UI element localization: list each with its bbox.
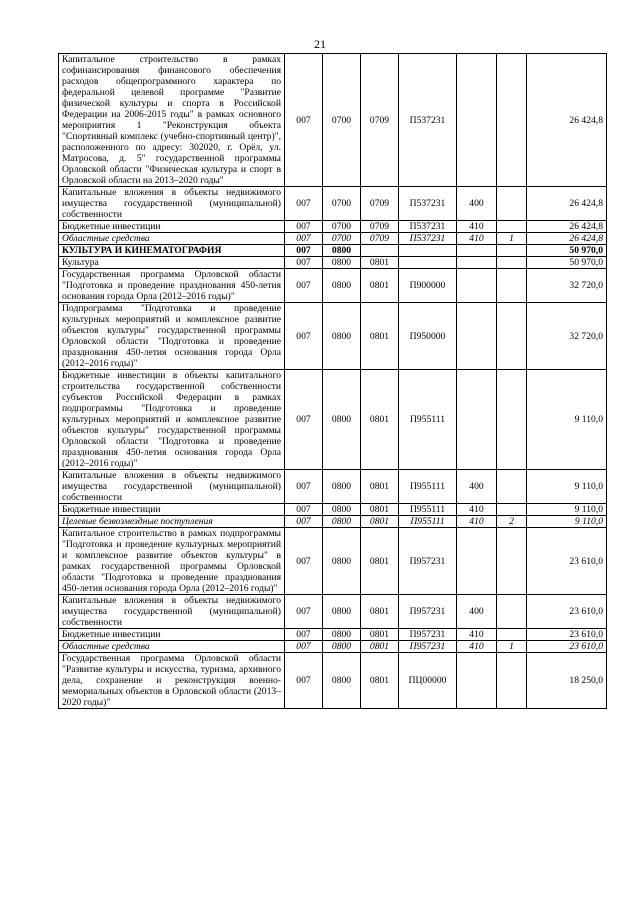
row-name: Бюджетные инвестиции: [59, 504, 285, 516]
subsection-code: 0709: [361, 221, 399, 233]
table-row: [59, 269, 607, 303]
amount: 50 970,0: [527, 257, 607, 269]
target-item-code: П957231: [399, 629, 457, 641]
section-code: 0800: [323, 641, 361, 653]
subsection-code: 0801: [361, 269, 399, 303]
table-row: [59, 629, 607, 641]
amount: 26 424,8: [527, 233, 607, 245]
row-name: Государственная программа Орловской области "Подготовка и проведение празднования 450-летия основания города Орла (2012–2016 годы)": [59, 269, 285, 303]
funding-source-code: 1: [497, 233, 527, 245]
section-code: 0700: [323, 233, 361, 245]
funding-source-code: [497, 269, 527, 303]
subsection-code: 0801: [361, 595, 399, 629]
funding-source-code: [497, 470, 527, 504]
row-name: Капитальные вложения в объекты недвижимого имущества государственной (муниципальной) собственности: [59, 187, 285, 221]
funding-source-code: [497, 245, 527, 257]
ministry-code: 007: [285, 641, 323, 653]
subsection-code: 0801: [361, 653, 399, 709]
expense-type-code: 410: [457, 221, 497, 233]
table-row: [59, 257, 607, 269]
row-name: Бюджетные инвестиции: [59, 221, 285, 233]
funding-source-code: [497, 54, 527, 187]
row-name: Капитальное строительство в рамках софинансирования финансового обеспечения расходов общепрограммного характера по федеральной целевой программе "Развитие физической культуры и спорта в Российской Федерации на 2006-2015 годы" в рамках основного мероприятия 1 "Реконструкция объекта "Спортивный комплекс (учебно-спортивный центр)", расположенного по адресу: 302020, г. Орёл, ул. Матросова, д. 5" государственной программы Орловской области "Физическая культура и спорт в Орловской области на 2013–2020 годы": [59, 54, 285, 187]
section-code: 0800: [323, 504, 361, 516]
row-name: Бюджетные инвестиции в объекты капитального строительства государственной собственности субъектов Российской Федерации в рамках подпрограммы "Подготовка и проведение культурных мероприятий и комплексное развитие объектов культуры" государственной программы Орловской области "Подготовка и проведение празднования 450-летия основания города Орла (2012–2016 годы)": [59, 370, 285, 470]
amount: 9 110,0: [527, 370, 607, 470]
expense-type-code: 410: [457, 504, 497, 516]
table-row: [59, 54, 607, 187]
amount: 26 424,8: [527, 221, 607, 233]
row-name: Областные средства: [59, 233, 285, 245]
table-row: [59, 245, 607, 257]
ministry-code: 007: [285, 257, 323, 269]
ministry-code: 007: [285, 595, 323, 629]
expense-type-code: 410: [457, 629, 497, 641]
ministry-code: 007: [285, 233, 323, 245]
amount: 23 610,0: [527, 595, 607, 629]
funding-source-code: [497, 257, 527, 269]
section-code: 0800: [323, 595, 361, 629]
table-row: [59, 595, 607, 629]
amount: 26 424,8: [527, 187, 607, 221]
amount: 50 970,0: [527, 245, 607, 257]
expense-type-code: 410: [457, 641, 497, 653]
target-item-code: [399, 257, 457, 269]
funding-source-code: [497, 370, 527, 470]
ministry-code: 007: [285, 470, 323, 504]
row-name: Областные средства: [59, 641, 285, 653]
funding-source-code: [497, 629, 527, 641]
table-row: [59, 233, 607, 245]
expense-type-code: [457, 54, 497, 187]
section-code: 0800: [323, 370, 361, 470]
page-number: 21: [314, 37, 326, 51]
amount: 32 720,0: [527, 303, 607, 370]
row-name: Культура: [59, 257, 285, 269]
ministry-code: 007: [285, 370, 323, 470]
subsection-code: 0709: [361, 187, 399, 221]
row-name: Капитальное строительство в рамках подпрограммы "Подготовка и проведение культурных мероприятий и комплексное развитие объектов культуры" в рамках государственной программы Орловской области "Подготовка и проведение празднования 450-летия основания города Орла (2012–2016 годы)": [59, 528, 285, 595]
target-item-code: П537231: [399, 221, 457, 233]
funding-source-code: [497, 221, 527, 233]
row-name: Капитальные вложения в объекты недвижимого имущества государственной (муниципальной) собственности: [59, 595, 285, 629]
expense-type-code: 400: [457, 470, 497, 504]
section-code: 0700: [323, 221, 361, 233]
section-code: 0800: [323, 470, 361, 504]
amount: 23 610,0: [527, 528, 607, 595]
table-row: [59, 528, 607, 595]
row-name: Капитальные вложения в объекты недвижимого имущества государственной (муниципальной) собственности: [59, 470, 285, 504]
funding-source-code: [497, 595, 527, 629]
expense-type-code: [457, 257, 497, 269]
ministry-code: 007: [285, 528, 323, 595]
ministry-code: 007: [285, 629, 323, 641]
table-row: [59, 504, 607, 516]
section-code: 0700: [323, 187, 361, 221]
subsection-code: [361, 245, 399, 257]
target-item-code: П957231: [399, 641, 457, 653]
amount: 26 424,8: [527, 54, 607, 187]
table-body: [59, 54, 607, 709]
amount: 9 110,0: [527, 470, 607, 504]
amount: 9 110,0: [527, 516, 607, 528]
funding-source-code: 1: [497, 641, 527, 653]
subsection-code: 0709: [361, 233, 399, 245]
amount: 32 720,0: [527, 269, 607, 303]
funding-source-code: [497, 528, 527, 595]
subsection-code: 0709: [361, 54, 399, 187]
section-code: 0800: [323, 303, 361, 370]
ministry-code: 007: [285, 221, 323, 233]
expense-type-code: [457, 653, 497, 709]
subsection-code: 0801: [361, 629, 399, 641]
subsection-code: 0801: [361, 504, 399, 516]
table-row: [59, 641, 607, 653]
subsection-code: 0801: [361, 470, 399, 504]
section-code: 0800: [323, 245, 361, 257]
funding-source-code: [497, 303, 527, 370]
ministry-code: 007: [285, 516, 323, 528]
table-row: [59, 303, 607, 370]
funding-source-code: [497, 653, 527, 709]
row-name: Государственная программа Орловской области "Развитие культуры и искусства, туризма, архивного дела, сохранение и реконструкция военно-мемориальных объектов в Орловской области (2013–2020 годы)": [59, 653, 285, 709]
ministry-code: 007: [285, 653, 323, 709]
amount: 23 610,0: [527, 641, 607, 653]
ministry-code: 007: [285, 187, 323, 221]
target-item-code: П957231: [399, 595, 457, 629]
subsection-code: 0801: [361, 370, 399, 470]
section-code: 0800: [323, 653, 361, 709]
row-name: КУЛЬТУРА И КИНЕМАТОГРАФИЯ: [59, 245, 285, 257]
expense-type-code: 410: [457, 516, 497, 528]
expense-type-code: 400: [457, 595, 497, 629]
target-item-code: П900000: [399, 269, 457, 303]
amount: 9 110,0: [527, 504, 607, 516]
expense-type-code: [457, 245, 497, 257]
row-name: Бюджетные инвестиции: [59, 629, 285, 641]
target-item-code: [399, 245, 457, 257]
ministry-code: 007: [285, 245, 323, 257]
table-row: [59, 221, 607, 233]
target-item-code: П537231: [399, 54, 457, 187]
target-item-code: П537231: [399, 233, 457, 245]
subsection-code: 0801: [361, 528, 399, 595]
table-row: [59, 470, 607, 504]
amount: 23 610,0: [527, 629, 607, 641]
expense-type-code: 410: [457, 233, 497, 245]
section-code: 0800: [323, 528, 361, 595]
expense-type-code: [457, 269, 497, 303]
expense-type-code: [457, 303, 497, 370]
table-row: [59, 516, 607, 528]
ministry-code: 007: [285, 303, 323, 370]
target-item-code: П957231: [399, 528, 457, 595]
target-item-code: П955111: [399, 504, 457, 516]
subsection-code: 0801: [361, 257, 399, 269]
table-row: [59, 187, 607, 221]
section-code: 0800: [323, 629, 361, 641]
budget-table: [58, 53, 607, 709]
row-name: Целевые безвозмездные поступления: [59, 516, 285, 528]
funding-source-code: [497, 187, 527, 221]
target-item-code: ПЦ00000: [399, 653, 457, 709]
table-row: [59, 370, 607, 470]
target-item-code: П955111: [399, 370, 457, 470]
amount: 18 250,0: [527, 653, 607, 709]
expense-type-code: 400: [457, 187, 497, 221]
subsection-code: 0801: [361, 516, 399, 528]
subsection-code: 0801: [361, 303, 399, 370]
section-code: 0800: [323, 269, 361, 303]
row-name: Подпрограмма "Подготовка и проведение культурных мероприятий и комплексное развитие объектов культуры" государственной программы Орловской области "Подготовка и проведение празднования 450-летия основания города Орла (2012–2016 годы)": [59, 303, 285, 370]
ministry-code: 007: [285, 269, 323, 303]
target-item-code: П955111: [399, 516, 457, 528]
target-item-code: П955111: [399, 470, 457, 504]
subsection-code: 0801: [361, 641, 399, 653]
funding-source-code: [497, 504, 527, 516]
expense-type-code: [457, 370, 497, 470]
section-code: 0800: [323, 257, 361, 269]
funding-source-code: 2: [497, 516, 527, 528]
ministry-code: 007: [285, 504, 323, 516]
section-code: 0700: [323, 54, 361, 187]
ministry-code: 007: [285, 54, 323, 187]
section-code: 0800: [323, 516, 361, 528]
target-item-code: П950000: [399, 303, 457, 370]
table-row: [59, 653, 607, 709]
expense-type-code: [457, 528, 497, 595]
target-item-code: П537231: [399, 187, 457, 221]
